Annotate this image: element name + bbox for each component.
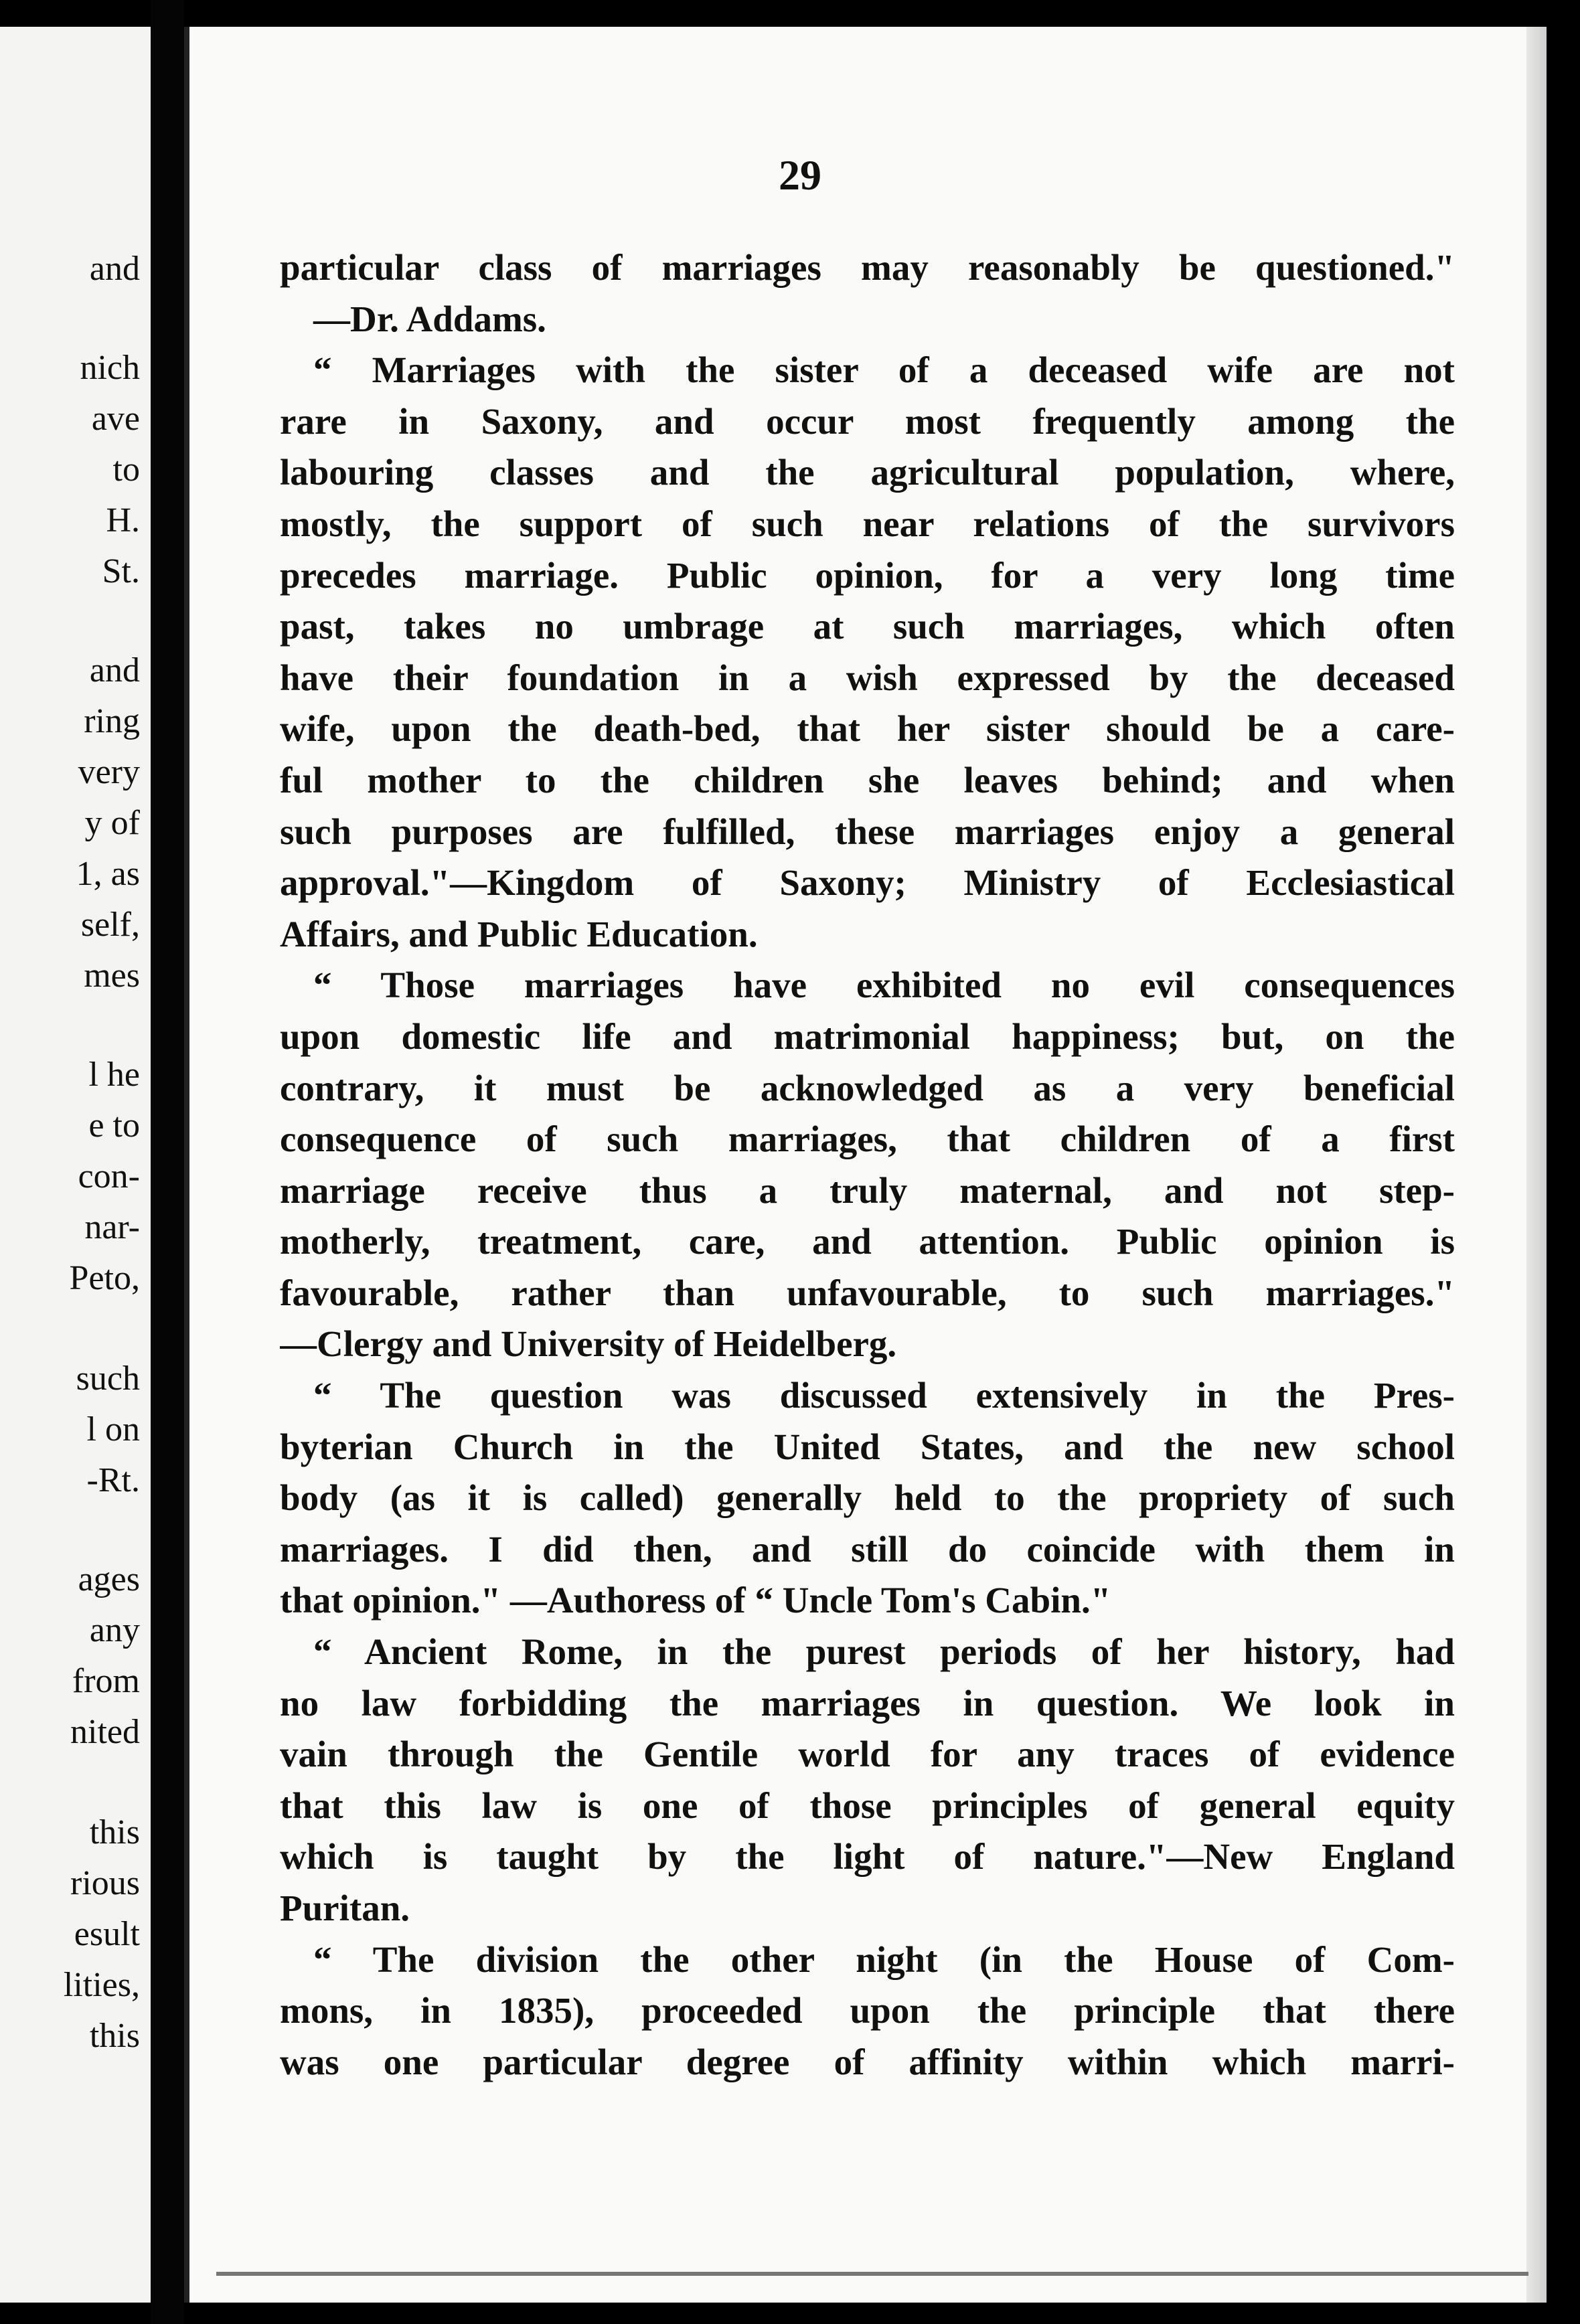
text-line: “ Marriages with the sister of a deceased wife are not (313, 349, 1455, 391)
left-fragment: mes (84, 957, 140, 995)
left-fragment: any (89, 1611, 140, 1649)
text-line: which is taught by the light of nature."—New England (280, 1836, 1455, 1878)
text-line: labouring classes and the agricultural population, where, (280, 452, 1455, 493)
left-fragment: -Rt. (86, 1461, 140, 1499)
text-line: precedes marriage. Public opinion, for a very long time (280, 554, 1455, 596)
text-line: was one particular degree of affinity within which marri- (280, 2041, 1455, 2082)
left-fragment: y of (84, 804, 140, 842)
text-line: mostly, the support of such near relations of the survivors (280, 503, 1455, 544)
text-line: approval."—Kingdom of Saxony; Ministry of Ecclesiastical (280, 862, 1455, 904)
text-line: such purposes are fulfilled, these marriages enjoy a general (280, 811, 1455, 852)
left-fragment: nich (80, 349, 140, 387)
text-line: wife, upon the death-bed, that her sister should be a care- (280, 708, 1455, 750)
text-line: that this law is one of those principles of general equity (280, 1784, 1455, 1826)
text-line: contrary, it must be acknowledged as a very beneficial (280, 1067, 1455, 1108)
text-line: marriage receive thus a truly maternal, and not step- (280, 1169, 1455, 1211)
left-fragment: nited (70, 1713, 140, 1751)
left-fragment: from (72, 1662, 140, 1700)
text-line: Puritan. (280, 1888, 410, 1928)
left-fragment: e to (88, 1106, 140, 1145)
text-line: —Dr. Addams. (313, 298, 546, 339)
page-bottom-edge (216, 2272, 1528, 2276)
text-line: have their foundation in a wish expressed by the deceased (280, 657, 1455, 698)
left-fragment: this (89, 1813, 140, 1851)
left-fragment: l he (88, 1056, 140, 1094)
left-fragment: ring (84, 702, 140, 740)
book-page (184, 27, 1547, 2303)
left-fragment: St. (102, 552, 140, 590)
text-line: no law forbidding the marriages in question. We look in (280, 1682, 1455, 1724)
text-line: rare in Saxony, and occur most frequently among the (280, 400, 1455, 442)
text-line: mons, in 1835), proceeded upon the principle that there (280, 1990, 1455, 2031)
text-line: particular class of marriages may reasonably be questioned." (280, 247, 1455, 288)
left-fragment: rious (70, 1864, 140, 1902)
page-number: 29 (779, 151, 821, 199)
text-line: that opinion." —Authoress of “ Uncle Tom's Cabin." (280, 1580, 1111, 1621)
text-line: Affairs, and Public Education. (280, 913, 758, 954)
text-line: past, takes no umbrage at such marriages, which often (280, 606, 1455, 647)
text-line: body (as it is called) generally held to the propriety of such (280, 1477, 1455, 1519)
text-line: “ The division the other night (in the House of Com- (313, 1938, 1455, 1980)
left-fragment: H. (106, 501, 140, 540)
left-fragment: 1, as (76, 855, 140, 893)
text-line: favourable, rather than unfavourable, to such marriages." (280, 1272, 1455, 1313)
left-fragment: l on (86, 1410, 140, 1448)
left-fragment: ages (78, 1560, 140, 1598)
left-fragment: such (76, 1359, 140, 1398)
text-line: motherly, treatment, care, and attention. Public opinion is (280, 1221, 1455, 1262)
left-fragment: con- (78, 1157, 140, 1195)
text-line: “ The question was discussed extensively in the Pres- (313, 1375, 1455, 1416)
text-line: “ Ancient Rome, in the purest periods of her history, had (313, 1631, 1455, 1673)
body-text (280, 242, 1455, 2088)
text-line: vain through the Gentile world for any traces of evidence (280, 1734, 1455, 1775)
left-fragment: esult (74, 1915, 140, 1953)
left-fragment: very (78, 753, 140, 791)
left-fragment: Peto, (69, 1259, 140, 1297)
book-gutter (151, 0, 184, 2324)
text-line: “ Those marriages have exhibited no evil consequences (313, 965, 1455, 1006)
left-page-fragment (0, 27, 151, 2303)
left-fragment: and (89, 651, 140, 689)
text-line: upon domestic life and matrimonial happiness; but, on the (280, 1015, 1455, 1057)
left-fragment: nar- (84, 1208, 140, 1246)
left-fragment: self, (80, 906, 140, 944)
left-fragment: to (112, 450, 140, 489)
left-fragment: ave (91, 400, 140, 438)
text-line: marriages. I did then, and still do coincide with them in (280, 1528, 1455, 1570)
text-line: ful mother to the children she leaves behind; and when (280, 759, 1455, 801)
page-edge (1526, 27, 1547, 2303)
left-fragment: lities, (63, 1966, 140, 2004)
text-line: byterian Church in the United States, and the new school (280, 1426, 1455, 1467)
left-fragment: this (89, 2017, 140, 2055)
left-fragment: and (89, 250, 140, 288)
text-line: —Clergy and University of Heidelberg. (280, 1323, 897, 1365)
text-line: consequence of such marriages, that children of a first (280, 1118, 1455, 1160)
